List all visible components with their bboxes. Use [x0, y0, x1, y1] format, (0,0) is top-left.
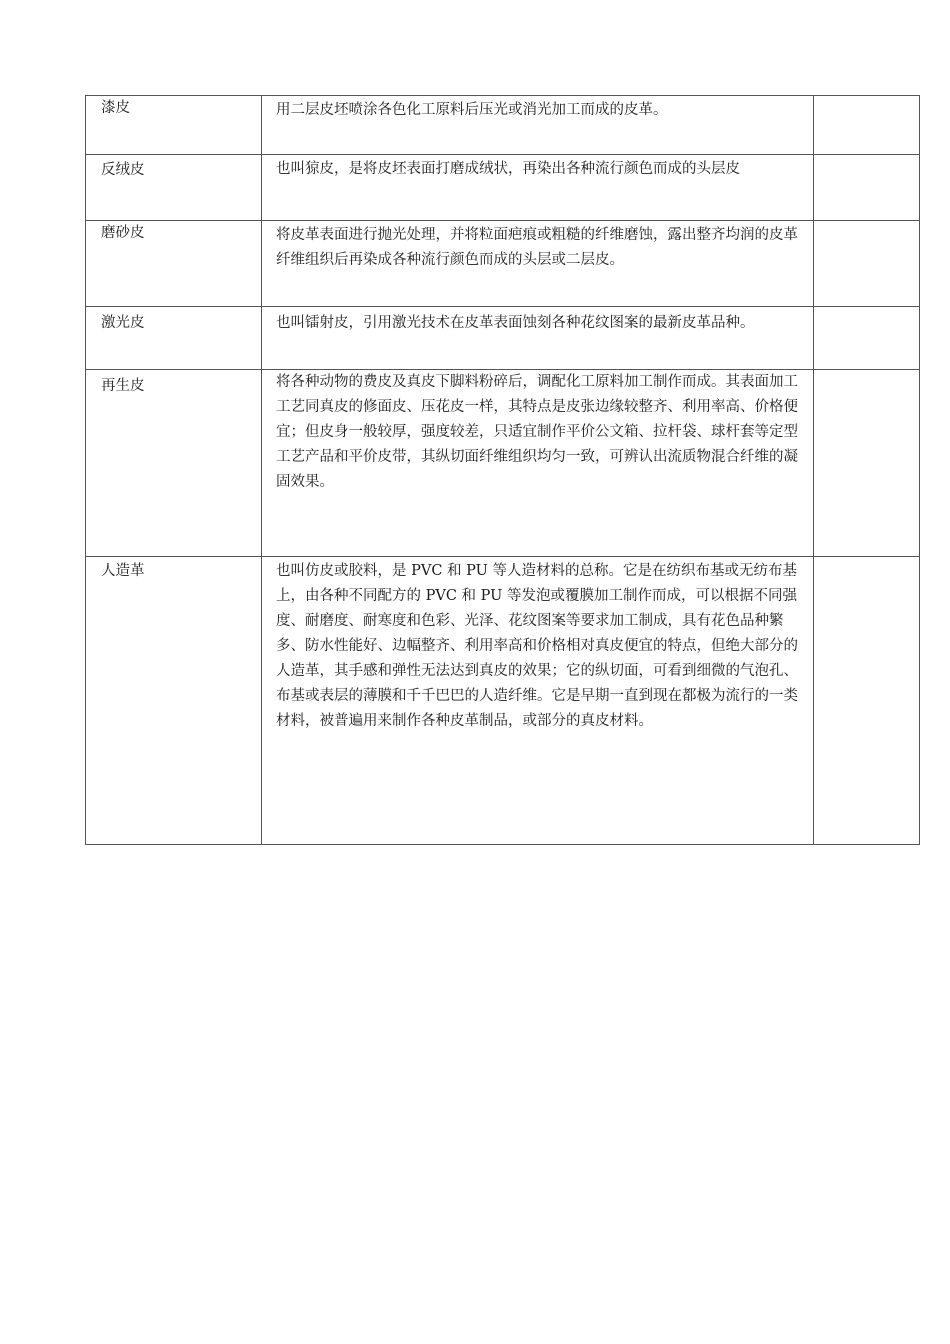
term-text: 激光皮: [101, 315, 145, 331]
term-text: 人造革: [101, 563, 145, 579]
term-text: 漆皮: [101, 100, 130, 116]
term-cell: [86, 557, 262, 845]
description-text: 也叫仿皮或胶料，是 PVC 和 PU 等人造材料的总称。它是在纺织布基或无纺布基上，由各种不同配方的 PVC 和 PU 等发泡或覆膜加工制作而成，可以根据不同强度、耐磨度、耐寒度和色彩、光泽、花纹图案等要求加工制成，具有花色品种繁多、防水性能好、边幅整齐、利用率高和价格相对真皮便宜的特点，但绝大部分的人造革，其手感和弹性无法达到真皮的效果；它的纵切面，可看到细微的气泡孔、布基或表层的薄膜和千千巴巴的人造纤维。它是早期一直到现在都极为流行的一类材料，被普遍用来制作各种皮革制品，或部分的真皮材料。: [276, 563, 798, 729]
table-row: [86, 96, 920, 155]
term-cell: [86, 155, 262, 221]
table-row: [86, 307, 920, 370]
description-text: 也叫镭射皮，引用激光技术在皮革表面蚀刻各种花纹图案的最新皮革品种。: [276, 315, 755, 331]
term-cell: [86, 370, 262, 557]
extra-cell: [814, 557, 920, 845]
table-row: [86, 155, 920, 221]
term-text: 反绒皮: [101, 162, 145, 178]
term-cell: [86, 221, 262, 307]
description-text: 将皮革表面进行抛光处理，并将粒面疤痕或粗糙的纤维磨蚀，露出整齐均润的皮革纤维组织后再染成各种流行颜色而成的头层或二层皮。: [276, 227, 798, 268]
description-cell: [262, 155, 814, 221]
extra-cell: [814, 307, 920, 370]
description-cell: [262, 370, 814, 557]
term-cell: [86, 307, 262, 370]
description-text: 也叫猄皮，是将皮坯表面打磨成绒状，再染出各种流行颜色而成的头层皮: [276, 161, 740, 177]
leather-types-table: [85, 95, 920, 845]
description-cell: [262, 96, 814, 155]
term-cell: [86, 96, 262, 155]
table-row: [86, 557, 920, 845]
extra-cell: [814, 96, 920, 155]
description-cell: [262, 221, 814, 307]
term-text: 再生皮: [101, 378, 145, 394]
term-text: 磨砂皮: [101, 225, 145, 241]
table-row: [86, 221, 920, 307]
extra-cell: [814, 221, 920, 307]
table-row: [86, 370, 920, 557]
description-cell: [262, 307, 814, 370]
description-cell: [262, 557, 814, 845]
description-text: 将各种动物的费皮及真皮下脚料粉碎后，调配化工原料加工制作而成。其表面加工工艺同真皮的修面皮、压花皮一样，其特点是皮张边缘较整齐、利用率高、价格便宜；但皮身一般较厚，强度较差，只适宜制作平价公文箱、拉杆袋、球杆套等定型工艺产品和平价皮带，其纵切面纤维组织均匀一致，可辨认出流质物混合纤维的凝固效果。: [276, 374, 798, 490]
extra-cell: [814, 155, 920, 221]
extra-cell: [814, 370, 920, 557]
description-text: 用二层皮坯喷涂各色化工原料后压光或消光加工而成的皮革。: [276, 102, 668, 118]
